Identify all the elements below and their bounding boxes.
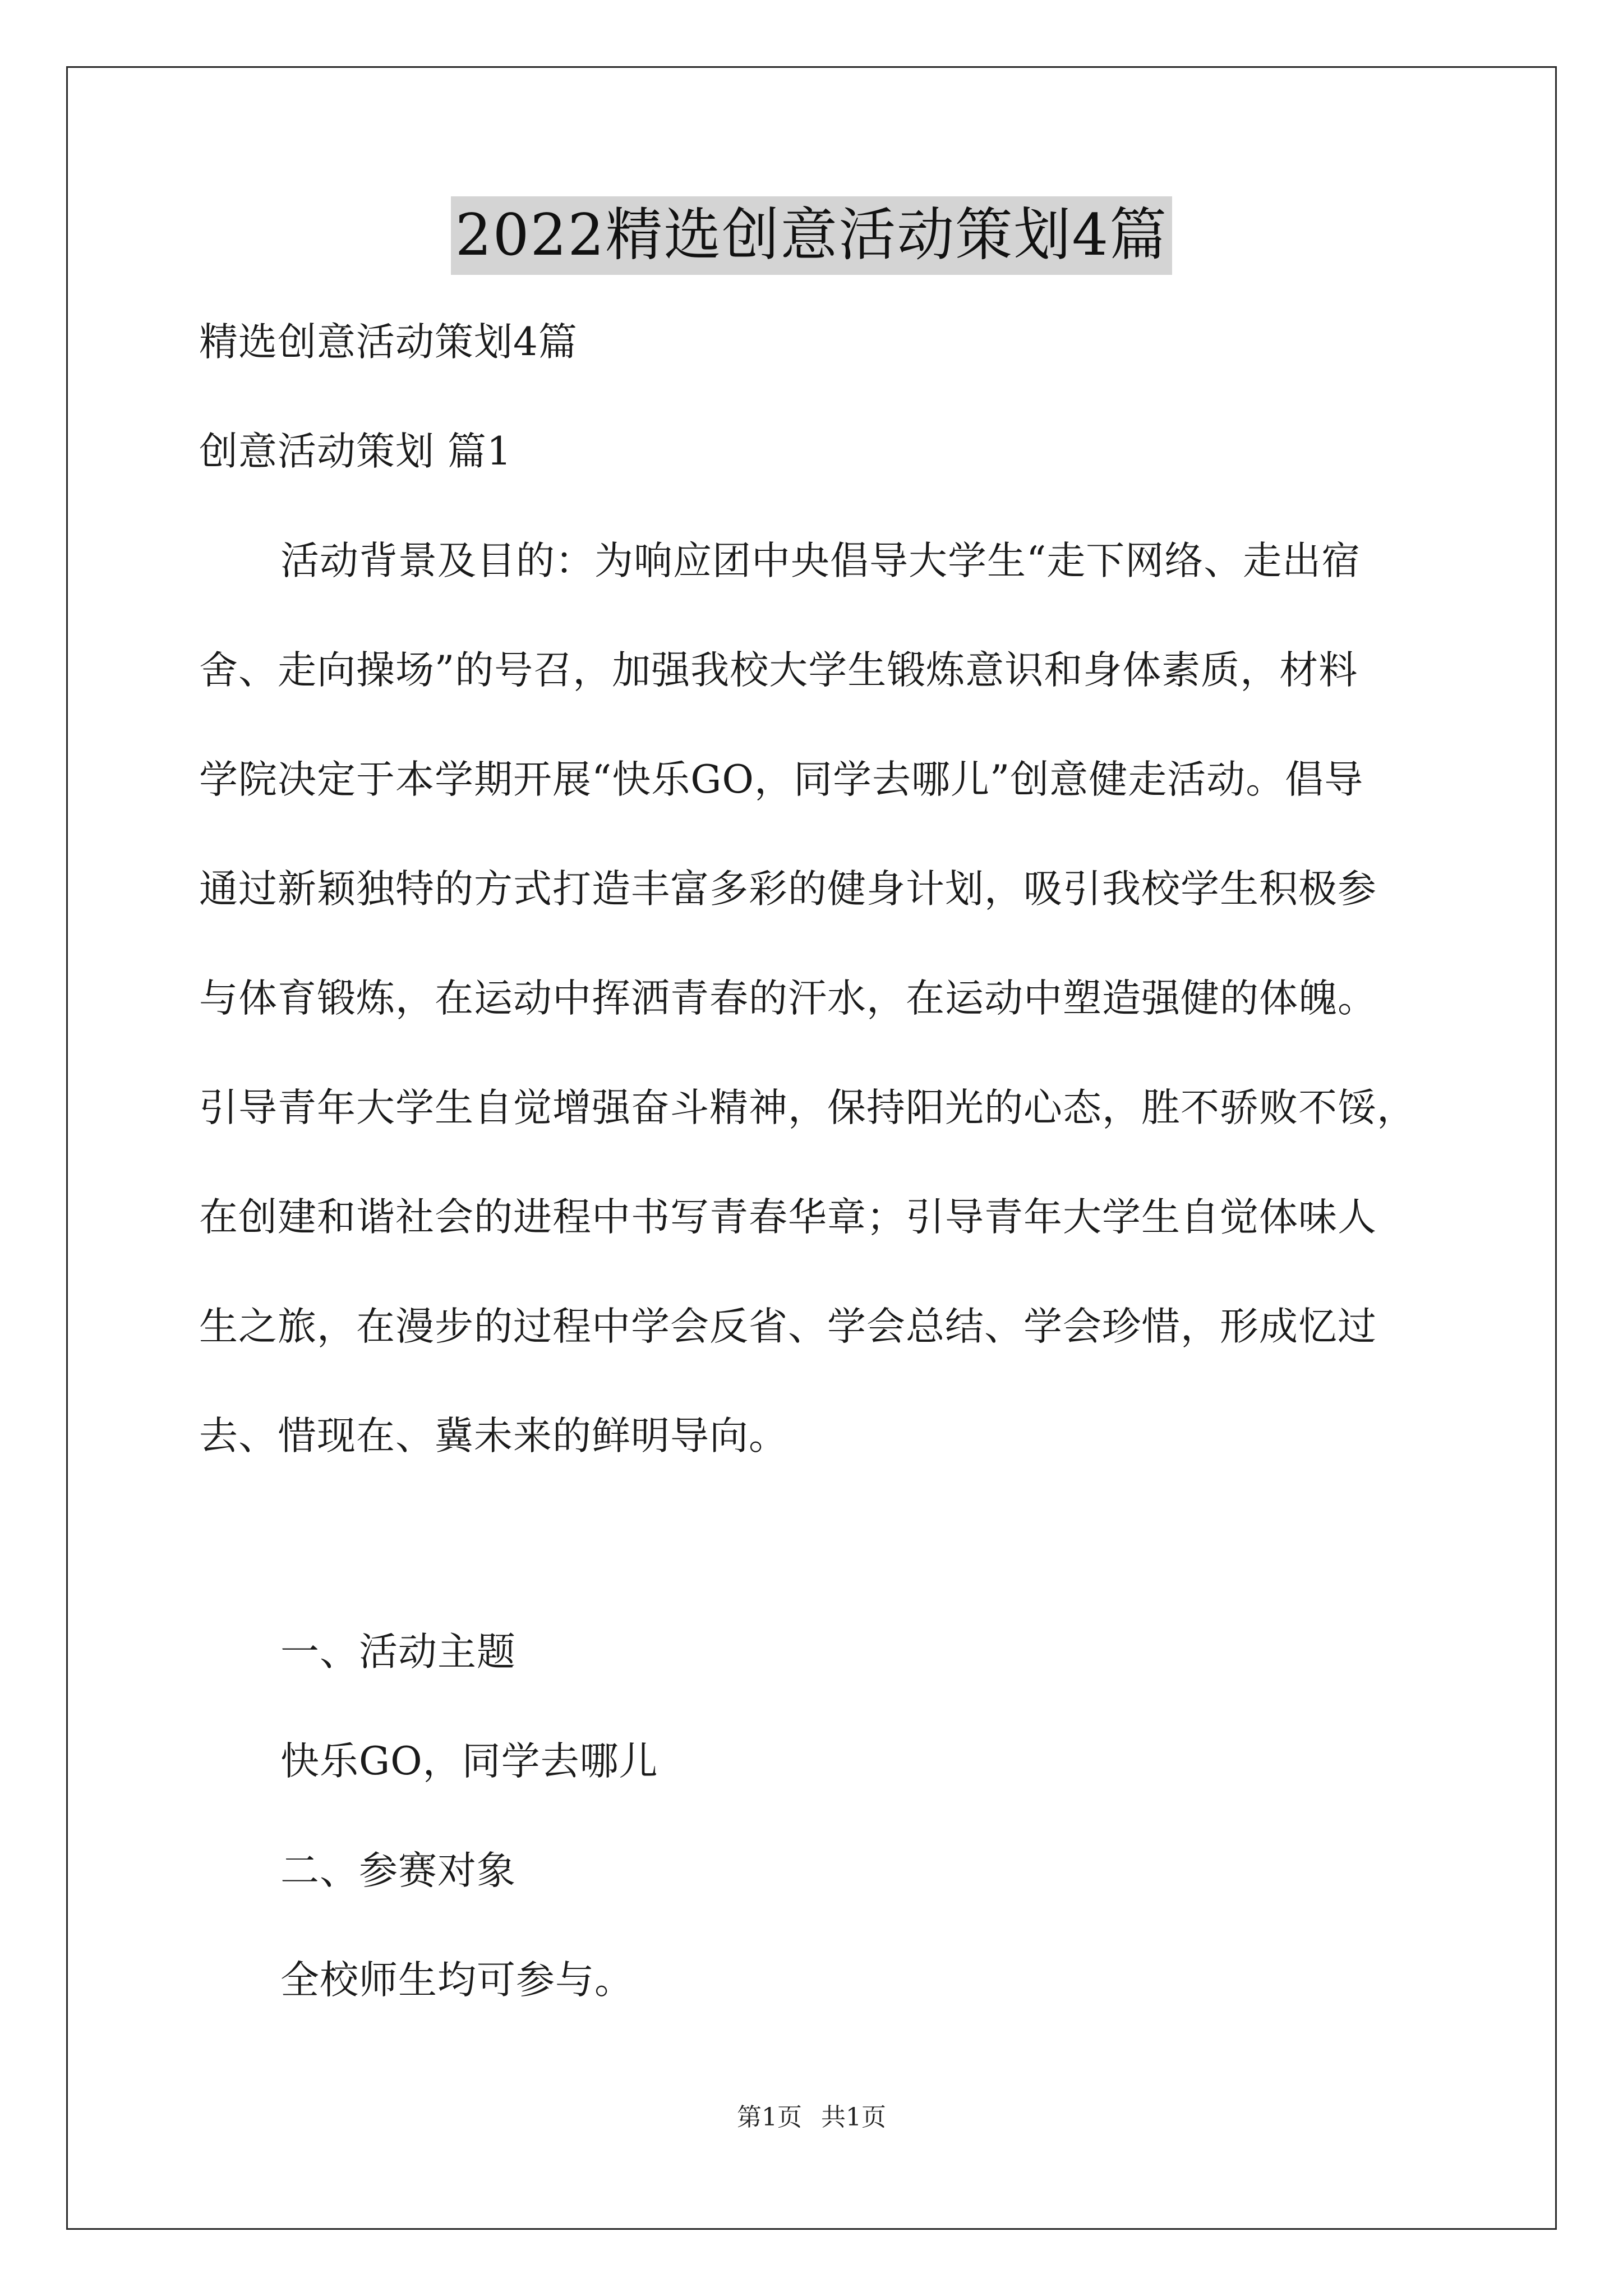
item1-text: 快乐GO，同学去哪儿 (280, 1739, 658, 1784)
paragraph-line: 去、惜现在、冀未来的鲜明导向。 (199, 1414, 788, 1458)
document-subtitle: 精选创意活动策划4篇 (199, 320, 578, 365)
paragraph-line: 在创建和谐社会的进程中书写青春华章；引导青年大学生自觉体味人 (199, 1195, 1377, 1240)
item1-heading: 一、活动主题 (280, 1630, 516, 1674)
paragraph-line: 引导青年大学生自觉增强奋斗精神，保持阳光的心态，胜不骄败不馁， (199, 1085, 1416, 1130)
page-border (66, 66, 1557, 2230)
title-container (0, 196, 1623, 275)
paragraph-line: 活动背景及目的：为响应团中央倡导大学生“走下网络、走出宿 (280, 539, 1361, 583)
paragraph-line: 生之旅，在漫步的过程中学会反省、学会总结、学会珍惜，形成忆过 (199, 1304, 1377, 1349)
item2-heading: 二、参赛对象 (280, 1848, 516, 1893)
section-heading: 创意活动策划 篇1 (199, 429, 512, 474)
page-footer (0, 2101, 1623, 2134)
document-title: 2022精选创意活动策划4篇 (451, 196, 1172, 275)
paragraph-line: 与体育锻炼，在运动中挥洒青春的汗水，在运动中塑造强健的体魄。 (199, 976, 1377, 1021)
item2-text: 全校师生均可参与。 (280, 1958, 634, 2003)
page-number: 第1页 (737, 2103, 802, 2132)
paragraph-line: 舍、走向操场”的号召，加强我校大学生锻炼意识和身体素质，材料 (199, 648, 1358, 693)
paragraph-line: 学院决定于本学期开展“快乐GO，同学去哪儿”创意健走活动。倡导 (199, 757, 1364, 802)
paragraph-line: 通过新颖独特的方式打造丰富多彩的健身计划，吸引我校学生积极参 (199, 867, 1377, 912)
page-total: 共1页 (821, 2103, 886, 2132)
